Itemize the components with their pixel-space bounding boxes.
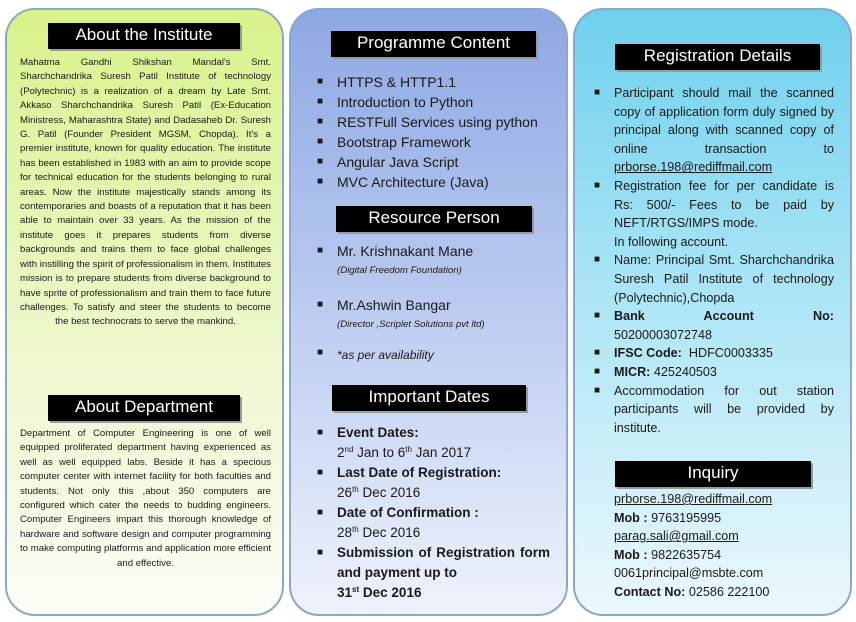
resource-person-org: (Director ,Scriplet Solutions pvt ltd) bbox=[337, 319, 485, 330]
registration-list bbox=[592, 84, 834, 437]
about-panel bbox=[5, 8, 284, 616]
bullet-icon: ■ bbox=[594, 254, 601, 266]
resource-person-item bbox=[315, 243, 565, 297]
ifsc-code: ■ IFSC Code: HDFC0003335 bbox=[592, 344, 834, 363]
inquiry-details bbox=[614, 490, 844, 602]
about-department-heading: About Department bbox=[48, 395, 240, 421]
fee-info: ■ Registration fee for per candidate is Rs: 500/- Fees to be paid by NEFT/RTGS/IMPS mode. In following account. bbox=[594, 178, 834, 249]
confirmation-date: ■ Date of Confirmation : 28th Dec 2016 bbox=[317, 505, 479, 540]
programme-item: ■ Angular Java Script bbox=[317, 154, 459, 170]
resource-person-name: Mr. Krishnakant Mane bbox=[337, 243, 474, 259]
account-name: ■ Name: Principal Smt. Sharchchandrika Suresh Patil Institute of technology (Polytechnic),Chopda bbox=[594, 253, 834, 305]
submission-date: ■ Submission of Registration form and payment up to 31st Dec 2016 bbox=[317, 545, 550, 600]
programme-item: ■ HTTPS & HTTP1.1 bbox=[317, 74, 457, 90]
programme-item: ■ Introduction to Python bbox=[317, 94, 474, 110]
registration-panel bbox=[573, 8, 852, 616]
bullet-icon: ■ bbox=[317, 347, 324, 358]
programme-panel bbox=[289, 8, 568, 616]
inquiry-mobile-2: Mob : 9822635754 bbox=[614, 547, 722, 562]
important-dates-heading: Important Dates bbox=[332, 385, 526, 411]
last-registration-date: ■ Last Date of Registration: 26th Dec 2016 bbox=[317, 465, 502, 500]
bullet-icon: ■ bbox=[594, 384, 601, 396]
event-dates: ■ Event Dates: 2nd Jan to 6th Jan 2017 bbox=[317, 425, 472, 460]
inquiry-heading: Inquiry bbox=[615, 461, 811, 487]
bullet-icon: ■ bbox=[594, 310, 601, 322]
bullet-icon: ■ bbox=[317, 245, 324, 256]
bullet-icon: ■ bbox=[317, 176, 324, 187]
dates-list bbox=[315, 423, 550, 603]
inquiry-email-2[interactable]: parag.sali@gmail.com bbox=[614, 529, 739, 544]
availability-note: ■ *as per availability bbox=[317, 347, 434, 362]
bullet-icon: ■ bbox=[317, 96, 324, 107]
resource-person-list bbox=[315, 243, 565, 364]
mail-instruction: ■ Participant should mail the scanned copy of application form duly signed by principal along with scanned copy of online transaction to prborse.198@rediffmail.com bbox=[594, 86, 834, 175]
inquiry-contact: Contact No: 02586 222100 bbox=[614, 584, 770, 599]
about-department-text: Department of Computer Engineering is one of well equipped proliferated department having experienced as well as well equipped labs. Beside it has a specious computer center with internet facility for both faculties and students. Not only this ,about 350 computers are configured which cater the needs to budding engineers. Computer Engineers impart this thorough knowledge of hardware and software design and computer programming to make computing platforms and application more efficient and effective. bbox=[20, 428, 271, 569]
bullet-icon: ■ bbox=[594, 365, 601, 377]
inquiry-email-1[interactable]: prborse.198@rediffmail.com bbox=[614, 492, 773, 506]
resource-person-item bbox=[315, 297, 565, 346]
resource-person-heading: Resource Person bbox=[336, 206, 532, 232]
bullet-icon: ■ bbox=[317, 299, 324, 310]
programme-content-heading: Programme Content bbox=[331, 31, 536, 57]
bank-account: ■ Bank Account No: 50200003072748 bbox=[594, 309, 834, 342]
registration-email-link[interactable]: prborse.198@rediffmail.com bbox=[614, 160, 773, 175]
programme-list bbox=[315, 72, 565, 192]
programme-item: ■ Bootstrap Framework bbox=[317, 134, 471, 150]
bullet-icon: ■ bbox=[594, 87, 601, 98]
bullet-icon: ■ bbox=[317, 467, 324, 478]
bullet-icon: ■ bbox=[317, 507, 324, 518]
about-institute-heading: About the Institute bbox=[48, 23, 240, 49]
inquiry-email-3: 0061principal@msbte.com bbox=[614, 566, 764, 581]
bullet-icon: ■ bbox=[594, 347, 601, 359]
bullet-icon: ■ bbox=[317, 116, 324, 127]
resource-person-name: Mr.Ashwin Bangar bbox=[337, 297, 451, 313]
programme-item: ■ RESTFull Services using python bbox=[317, 114, 538, 130]
programme-item: ■ MVC Architecture (Java) bbox=[317, 174, 489, 190]
bullet-icon: ■ bbox=[594, 179, 601, 191]
bullet-icon: ■ bbox=[317, 547, 324, 558]
bullet-icon: ■ bbox=[317, 136, 324, 147]
bullet-icon: ■ bbox=[317, 427, 324, 438]
inquiry-mobile-1: Mob : 9763195995 bbox=[614, 510, 722, 525]
bullet-icon: ■ bbox=[317, 76, 324, 87]
registration-details-heading: Registration Details bbox=[615, 44, 820, 70]
resource-person-org: (Digital Freedom Foundation) bbox=[337, 265, 462, 276]
micr-code: ■ MICR: 425240503 bbox=[592, 363, 834, 382]
about-institute-text: Mahatma Gandhi Shikshan Mandal's Smt. Sharchchandrika Suresh Patil Institute of technology (Polytechnic) is a realization of a dream by Late Smt. Akkaso Sharchchandrika Suresh Patil (Ex-Education Ministress, Maharashtra State) and Dadasaheb Dr. Suresh G. Patil (Founder President MGSM, Chopda). It's a premier institute, known for quality education. The institute has been established in 1983 with an aim to provide scope for technical education for the students belonging to rural areas. Now the institute majestically stands among its contemporaries and boasts of a reputation that it has been able to maintain over 33 years. As the mission of the institute goes it prepares students from diverse backgrounds and trains them to face global challenges with instilling the spirit of professionalism in them. Institutes mission is to prepare students from diverse background to have sprite of professionalism and train them to face future challenges. To satisfy and steer the students to become the best technocrats to serve the mankind. bbox=[20, 57, 271, 328]
accommodation-info: ■ Accommodation for out station participants will be provided by institute. bbox=[594, 383, 834, 435]
bullet-icon: ■ bbox=[317, 156, 324, 167]
